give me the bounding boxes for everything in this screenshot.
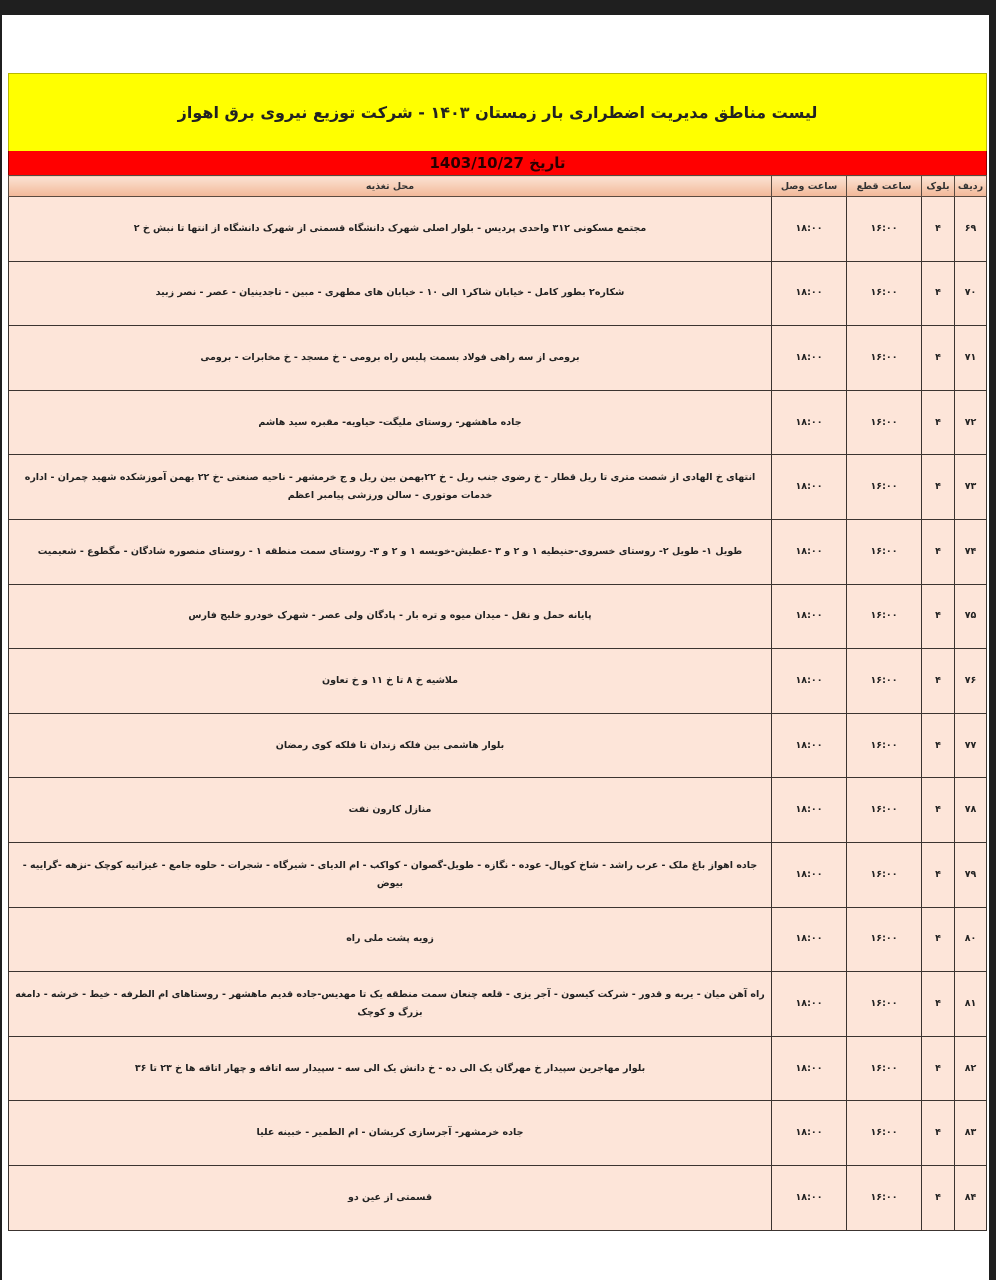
col-header-area: محل تغذیه <box>9 176 772 197</box>
cut-time-cell: ۱۶:۰۰ <box>847 519 922 584</box>
area-cell: انتهای خ الهادی از شصت متری تا ریل قطار - خ رضوی جنب ریل - خ ۲۲بهمن بین ریل و ج خرمشهر - ناحیه صنعتی -خ ۲۲ بهمن آموزشکده شهید چمران - اداره خدمات موتوری - سالن ورزشی پیامبر اعظم <box>9 455 772 520</box>
page-title: لیست مناطق مدیریت اضطراری بار زمستان ۱۴۰۳ - شرکت توزیع نیروی برق اهواز <box>177 103 818 122</box>
block-cell: ۴ <box>922 1101 955 1166</box>
area-cell: مجتمع مسکونی ۳۱۲ واحدی پردیس - بلوار اصلی شهرک دانشگاه قسمتی از شهرک دانشگاه از انتها تا نبش خ ۲ <box>9 197 772 262</box>
col-header-cut-time: ساعت قطع <box>847 176 922 197</box>
cut-time-cell: ۱۶:۰۰ <box>847 261 922 326</box>
table-row <box>9 778 987 843</box>
cut-time-cell: ۱۶:۰۰ <box>847 390 922 455</box>
date-banner <box>8 151 987 175</box>
area-cell: برومی از سه راهی فولاد بسمت پلیس راه برومی - خ مسجد - خ مخابرات - برومی <box>9 326 772 391</box>
table-row <box>9 455 987 520</box>
restore-time-cell: ۱۸:۰۰ <box>772 713 847 778</box>
restore-time-cell: ۱۸:۰۰ <box>772 649 847 714</box>
block-cell: ۴ <box>922 584 955 649</box>
table-row <box>9 326 987 391</box>
table-row <box>9 519 987 584</box>
cut-time-cell: ۱۶:۰۰ <box>847 842 922 907</box>
area-cell: بلوار هاشمی بین فلکه زندان تا فلکه کوی رمضان <box>9 713 772 778</box>
table-row <box>9 197 987 262</box>
restore-time-cell: ۱۸:۰۰ <box>772 842 847 907</box>
cut-time-cell: ۱۶:۰۰ <box>847 649 922 714</box>
col-header-row-number: ردیف <box>955 176 987 197</box>
table-row <box>9 713 987 778</box>
cut-time-cell: ۱۶:۰۰ <box>847 972 922 1037</box>
title-banner <box>8 73 987 151</box>
row-number-cell: ۷۹ <box>955 842 987 907</box>
row-number-cell: ۸۲ <box>955 1036 987 1101</box>
restore-time-cell: ۱۸:۰۰ <box>772 455 847 520</box>
area-cell: جاده ماهشهر- روستای ملیگت- حیاویه- مقبره سید هاشم <box>9 390 772 455</box>
cut-time-cell: ۱۶:۰۰ <box>847 778 922 843</box>
col-header-block: بلوک <box>922 176 955 197</box>
block-cell: ۴ <box>922 197 955 262</box>
block-cell: ۴ <box>922 907 955 972</box>
restore-time-cell: ۱۸:۰۰ <box>772 326 847 391</box>
area-cell: منازل کارون نفت <box>9 778 772 843</box>
block-cell: ۴ <box>922 390 955 455</box>
row-number-cell: ۷۲ <box>955 390 987 455</box>
row-number-cell: ۷۶ <box>955 649 987 714</box>
restore-time-cell: ۱۸:۰۰ <box>772 519 847 584</box>
restore-time-cell: ۱۸:۰۰ <box>772 1036 847 1101</box>
block-cell: ۴ <box>922 261 955 326</box>
row-number-cell: ۷۸ <box>955 778 987 843</box>
cut-time-cell: ۱۶:۰۰ <box>847 1101 922 1166</box>
table-row <box>9 390 987 455</box>
table-row <box>9 842 987 907</box>
area-cell: پایانه حمل و نقل - میدان میوه و تره بار - پادگان ولی عصر - شهرک خودرو خلیج فارس <box>9 584 772 649</box>
row-number-cell: ۷۳ <box>955 455 987 520</box>
restore-time-cell: ۱۸:۰۰ <box>772 907 847 972</box>
area-cell: طویل ۱- طویل ۲- روستای خسروی-حنیطیه ۱ و ۲ و ۳ -عطیش-خویسه ۱ و ۲ و ۳- روستای سمت منطقه ۱ - روستای منصوره شادگان - مگطوع - شعیمیت <box>9 519 772 584</box>
row-number-cell: ۸۴ <box>955 1165 987 1230</box>
table-row <box>9 972 987 1037</box>
block-cell: ۴ <box>922 778 955 843</box>
restore-time-cell: ۱۸:۰۰ <box>772 778 847 843</box>
block-cell: ۴ <box>922 455 955 520</box>
table-header-row <box>9 176 987 197</box>
block-cell: ۴ <box>922 326 955 391</box>
area-cell: قسمتی از عین دو <box>9 1165 772 1230</box>
cut-time-cell: ۱۶:۰۰ <box>847 1036 922 1101</box>
cut-time-cell: ۱۶:۰۰ <box>847 197 922 262</box>
block-cell: ۴ <box>922 713 955 778</box>
block-cell: ۴ <box>922 1165 955 1230</box>
table-row <box>9 907 987 972</box>
table-row <box>9 1101 987 1166</box>
block-cell: ۴ <box>922 519 955 584</box>
cut-time-cell: ۱۶:۰۰ <box>847 326 922 391</box>
outage-table <box>8 175 987 1231</box>
row-number-cell: ۸۰ <box>955 907 987 972</box>
row-number-cell: ۷۷ <box>955 713 987 778</box>
block-cell: ۴ <box>922 972 955 1037</box>
outage-schedule-sheet <box>8 73 987 1231</box>
table-row <box>9 1165 987 1230</box>
row-number-cell: ۸۱ <box>955 972 987 1037</box>
area-cell: جاده اهواز باغ ملک - عرب راشد - شاخ کوپال- عوده - نگازه - طویل-گصوان - کواکب - ام الدیای - شیرگاه - شجرات - حلوه جامع - غیزانیه کوچک -نزهه -گراییه - بیوض <box>9 842 772 907</box>
row-number-cell: ۷۵ <box>955 584 987 649</box>
row-number-cell: ۸۳ <box>955 1101 987 1166</box>
area-cell: راه آهن میان - یربه و قدور - شرکت کیسون - آجر یزی - قلعه چنعان سمت منطقه یک تا مهدیس-جاده قدیم ماهشهر - روستاهای ام الطرفه - خیط - خرشه - دامغه بزرگ و کوچک <box>9 972 772 1037</box>
cut-time-cell: ۱۶:۰۰ <box>847 907 922 972</box>
table-row <box>9 649 987 714</box>
row-number-cell: ۶۹ <box>955 197 987 262</box>
block-cell: ۴ <box>922 842 955 907</box>
area-cell: بلوار مهاجرین سپیدار خ مهرگان یک الی ده - خ دانش یک الی سه - سپیدار سه اتاقه و چهار اتاقه ها خ ۲۳ تا ۳۶ <box>9 1036 772 1101</box>
restore-time-cell: ۱۸:۰۰ <box>772 972 847 1037</box>
cut-time-cell: ۱۶:۰۰ <box>847 1165 922 1230</box>
row-number-cell: ۷۱ <box>955 326 987 391</box>
restore-time-cell: ۱۸:۰۰ <box>772 1165 847 1230</box>
restore-time-cell: ۱۸:۰۰ <box>772 261 847 326</box>
block-cell: ۴ <box>922 649 955 714</box>
row-number-cell: ۷۰ <box>955 261 987 326</box>
area-cell: زویه پشت ملی راه <box>9 907 772 972</box>
cut-time-cell: ۱۶:۰۰ <box>847 584 922 649</box>
restore-time-cell: ۱۸:۰۰ <box>772 584 847 649</box>
row-number-cell: ۷۴ <box>955 519 987 584</box>
col-header-restore-time: ساعت وصل <box>772 176 847 197</box>
area-cell: ملاشیه خ ۸ تا خ ۱۱ و خ تعاون <box>9 649 772 714</box>
table-row <box>9 1036 987 1101</box>
schedule-date: تاریخ 1403/10/27 <box>429 154 566 172</box>
area-cell: جاده خرمشهر- آجرسازی کریشان - ام الطمیر - خبینه علیا <box>9 1101 772 1166</box>
restore-time-cell: ۱۸:۰۰ <box>772 1101 847 1166</box>
cut-time-cell: ۱۶:۰۰ <box>847 713 922 778</box>
table-row <box>9 261 987 326</box>
block-cell: ۴ <box>922 1036 955 1101</box>
table-row <box>9 584 987 649</box>
cut-time-cell: ۱۶:۰۰ <box>847 455 922 520</box>
restore-time-cell: ۱۸:۰۰ <box>772 197 847 262</box>
area-cell: شکاره۲ بطور کامل - خیابان شاکر۱ الی ۱۰ - خیابان های مطهری - مبین - تاجدینیان - عصر - نصر زبید <box>9 261 772 326</box>
restore-time-cell: ۱۸:۰۰ <box>772 390 847 455</box>
document-page <box>2 15 989 1280</box>
